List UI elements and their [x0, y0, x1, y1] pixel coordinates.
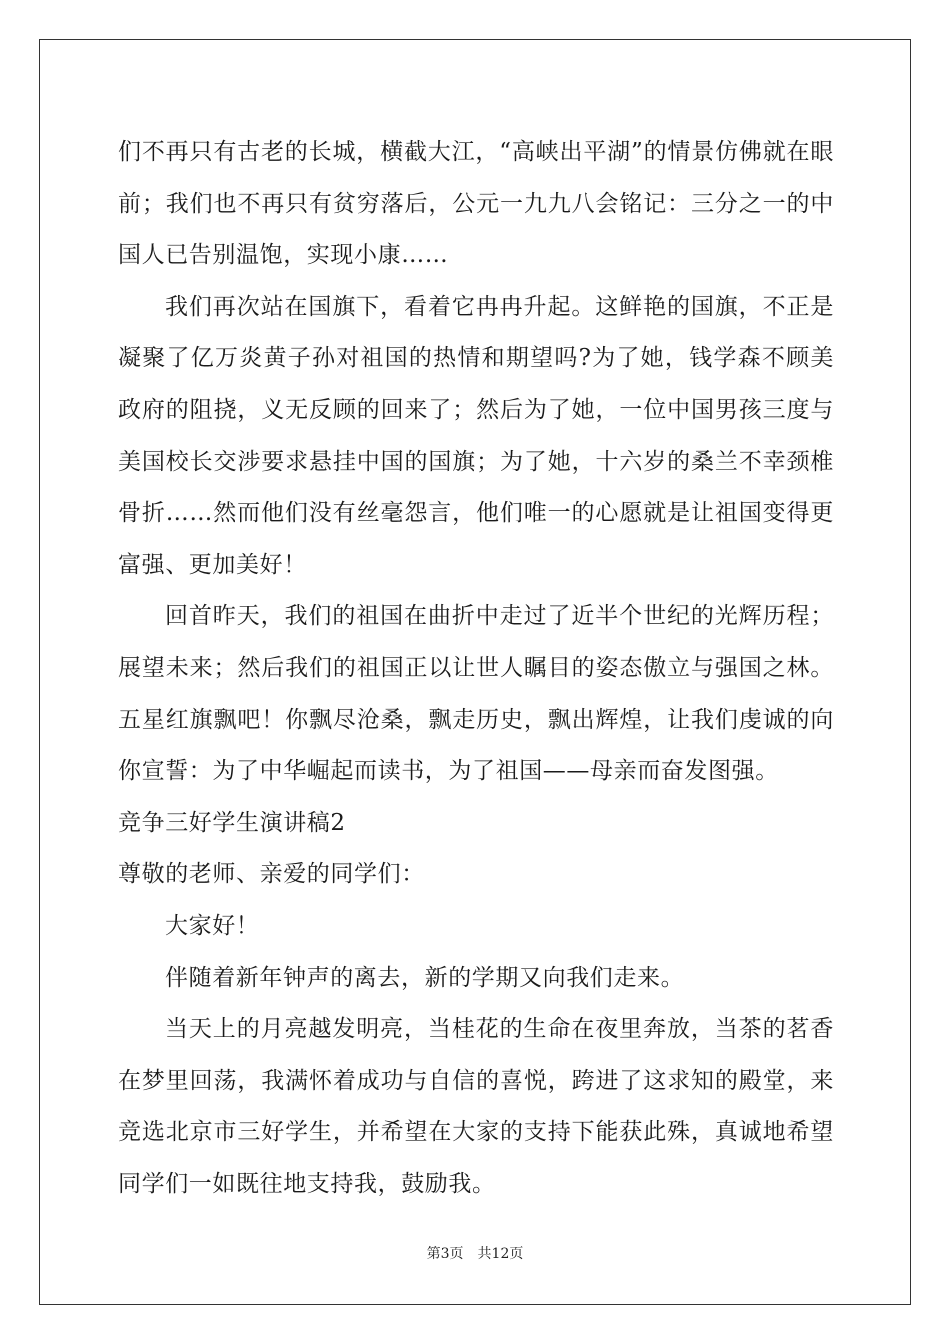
paragraph-3: 回首昨天，我们的祖国在曲折中走过了近半个世纪的光辉历程；展望未来；然后我们的祖国正以让世人瞩目的姿态傲立与强国之林。五星红旗飘吧！你飘尽沧桑，飘走历史，飘出辉煌，让我们虔诚的向你宣誓：为了中华崛起而读书，为了祖国——母亲而奋发图强。 [118, 603, 834, 785]
section-title: 竞争三好学生演讲稿2 [118, 809, 346, 836]
paragraph-5: 当天上的月亮越发明亮，当桂花的生命在夜里奔放，当茶的茗香在梦里回荡，我满怀着成功与自信的喜悦，跨进了这求知的殿堂，来竞选北京市三好学生，并希望在大家的支持下能获此殊，真诚地希望同学们一如既往地支持我，鼓励我。 [118, 1016, 834, 1197]
paragraph-1: 们不再只有古老的长城，横截大江，“高峡出平湖”的情景仿佛就在眼前；我们也不再只有贫穷落后，公元一九九八会铭记：三分之一的中国人已告别温饱，实现小康…… [118, 139, 834, 269]
page-total: 共12页 [477, 1246, 524, 1262]
document-body [118, 127, 834, 1210]
greeting: 大家好！ [165, 912, 260, 939]
paragraph-2: 我们再次站在国旗下，看着它冉冉升起。这鲜艳的国旗，不正是凝聚了亿万炎黄子孙对祖国的热情和期望吗?为了她，钱学森不顾美政府的阻挠，义无反顾的回来了；然后为了她，一位中国男孩三度与美国校长交涉要求悬挂中国的国旗；为了她，十六岁的桑兰不幸颈椎骨折……然而他们没有丝毫怨言，他们唯一的心愿就是让祖国变得更富强、更加美好！ [118, 293, 834, 578]
page-number: 第3页 [426, 1246, 464, 1262]
page-footer [0, 1243, 950, 1263]
salutation: 尊敬的老师、亲爱的同学们： [118, 861, 425, 888]
paragraph-4: 伴随着新年钟声的离去，新的学期又向我们走来。 [165, 964, 685, 991]
